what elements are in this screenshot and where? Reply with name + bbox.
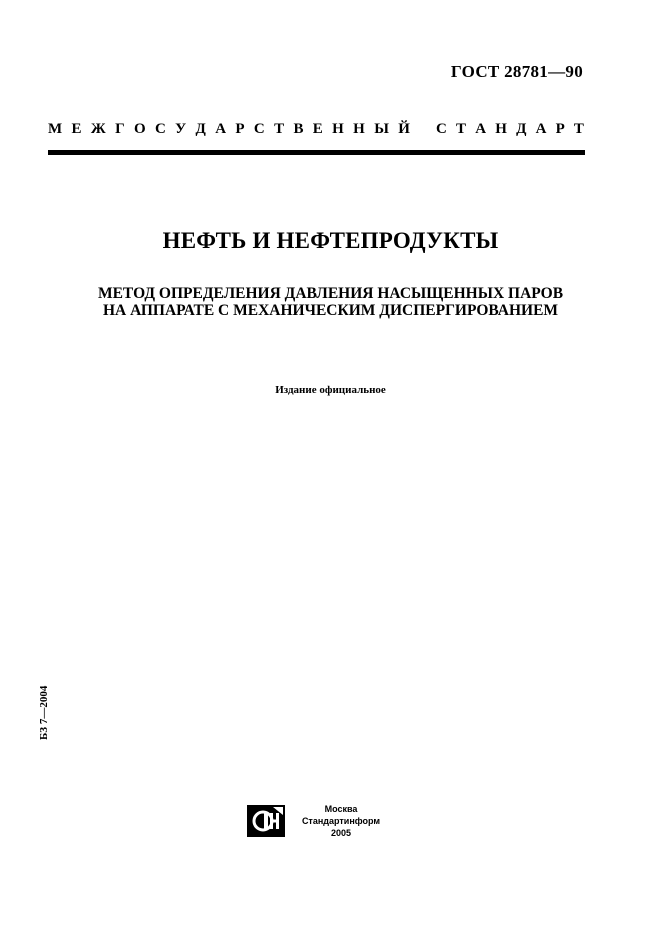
spaced-letter: Р	[235, 121, 245, 137]
publisher-block	[296, 803, 386, 839]
spaced-letter: М	[48, 121, 63, 137]
header-divider	[48, 150, 585, 155]
spaced-letter: А	[215, 121, 227, 137]
publisher-year: 2005	[330, 828, 352, 838]
subtitle-line-2: НА АППАРАТЕ С МЕХАНИЧЕСКИМ ДИСПЕРГИРОВАНИЕМ	[102, 302, 559, 319]
spaced-letter: Е	[312, 121, 323, 137]
spaced-letter: Т	[456, 121, 467, 137]
spaced-letter: Ж	[90, 121, 106, 137]
standartinform-logo-icon	[247, 805, 285, 837]
spaced-letter: В	[293, 121, 304, 137]
standard-type-heading	[48, 121, 584, 138]
standard-type-word-interstate	[48, 121, 410, 138]
spaced-letter: Р	[555, 121, 565, 137]
spaced-letter: С	[253, 121, 265, 137]
spaced-letter: Н	[495, 121, 507, 137]
spaced-letter: Д	[195, 121, 206, 137]
spaced-letter: Н	[332, 121, 344, 137]
spaced-letter: Д	[516, 121, 527, 137]
side-code: БЗ 7—2004	[38, 685, 50, 740]
spaced-letter: Е	[71, 121, 82, 137]
standard-number: ГОСТ 28781—90	[450, 62, 583, 81]
spaced-letter: Й	[398, 121, 410, 137]
spaced-letter: Н	[353, 121, 365, 137]
document-subtitle	[0, 285, 661, 319]
document-title: НЕФТЬ И НЕФТЕПРОДУКТЫ	[162, 228, 499, 253]
spaced-letter: Ы	[374, 121, 389, 137]
edition-note: Издание официальное	[275, 384, 386, 396]
spaced-letter: С	[436, 121, 447, 137]
spaced-letter: Г	[115, 121, 125, 137]
spaced-letter: А	[475, 121, 487, 137]
standard-type-word-standard	[436, 121, 584, 138]
publisher-city: Москва	[324, 804, 358, 814]
spaced-letter: А	[535, 121, 547, 137]
subtitle-line-1: МЕТОД ОПРЕДЕЛЕНИЯ ДАВЛЕНИЯ НАСЫЩЕННЫХ ПАРОВ	[97, 285, 564, 302]
spaced-letter: У	[175, 121, 187, 137]
spaced-letter: Т	[274, 121, 285, 137]
spaced-letter: С	[154, 121, 166, 137]
publisher-name: Стандартинформ	[301, 816, 381, 826]
spaced-letter: Т	[573, 121, 584, 137]
spaced-letter: О	[133, 121, 146, 137]
